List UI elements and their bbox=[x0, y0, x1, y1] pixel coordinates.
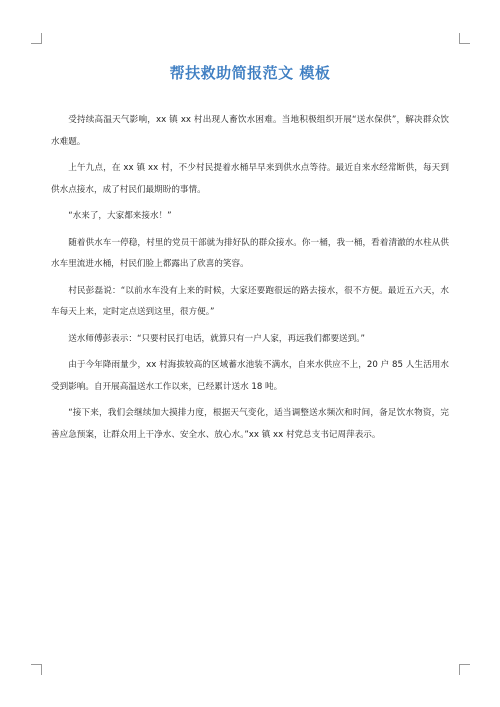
crop-mark-bottom-right bbox=[459, 664, 470, 675]
crop-mark-top-left bbox=[31, 33, 42, 44]
paragraph-intro: 受持续高温天气影响，xx 镇 xx 村出现人畜饮水困难。当地积极组织开展“送水保供”，解决群众饮水难题。 bbox=[51, 115, 449, 147]
paragraph-villager-quote: 村民彭磊说：“以前水车没有上来的时候，大家还要跑很远的路去接水，很不方便。最近五六天，水车每天上来，定时定点送到这里，很方便。” bbox=[51, 285, 449, 317]
crop-mark-top-right bbox=[459, 33, 470, 44]
paragraph-distribution: 随着供水车一停稳，村里的党员干部就为排好队的群众接水。你一桶，我一桶，看着清澈的水柱从供水车里流进水桶，村民们脸上都露出了欣喜的笑容。 bbox=[51, 237, 449, 269]
paragraph-morning-scene: 上午九点，在 xx 镇 xx 村，不少村民提着水桶早早来到供水点等待。最近自来水经常断供，每天到供水点接水，成了村民们最期盼的事情。 bbox=[51, 163, 449, 195]
paragraph-quote-water-arrived: “水来了，大家都来接水！” bbox=[68, 211, 172, 221]
document-title: 帮扶救助简报范文 模板 bbox=[169, 64, 331, 82]
document-body bbox=[51, 110, 449, 451]
paragraph-background-stats: 由于今年降雨量少，xx 村海拔较高的区域蓄水池装不满水，自来水供应不上，20 户 85 人生活用水受到影响。自开展高温送水工作以来，已经累计送水 18 吨。 bbox=[51, 360, 449, 392]
paragraph-driver-quote: 送水师傅彭表示：“只要村民打电话，就算只有一户人家，再远我们都要送到。” bbox=[68, 333, 365, 344]
crop-mark-bottom-left bbox=[31, 664, 42, 675]
paragraph-secretary-quote: “接下来，我们会继续加大摸排力度，根据天气变化，适当调整送水频次和时间，备足饮水物资，完善应急预案，让群众用上干净水、安全水、放心水。”xx 镇 xx 村党总支书记周萍表示。 bbox=[51, 408, 449, 440]
